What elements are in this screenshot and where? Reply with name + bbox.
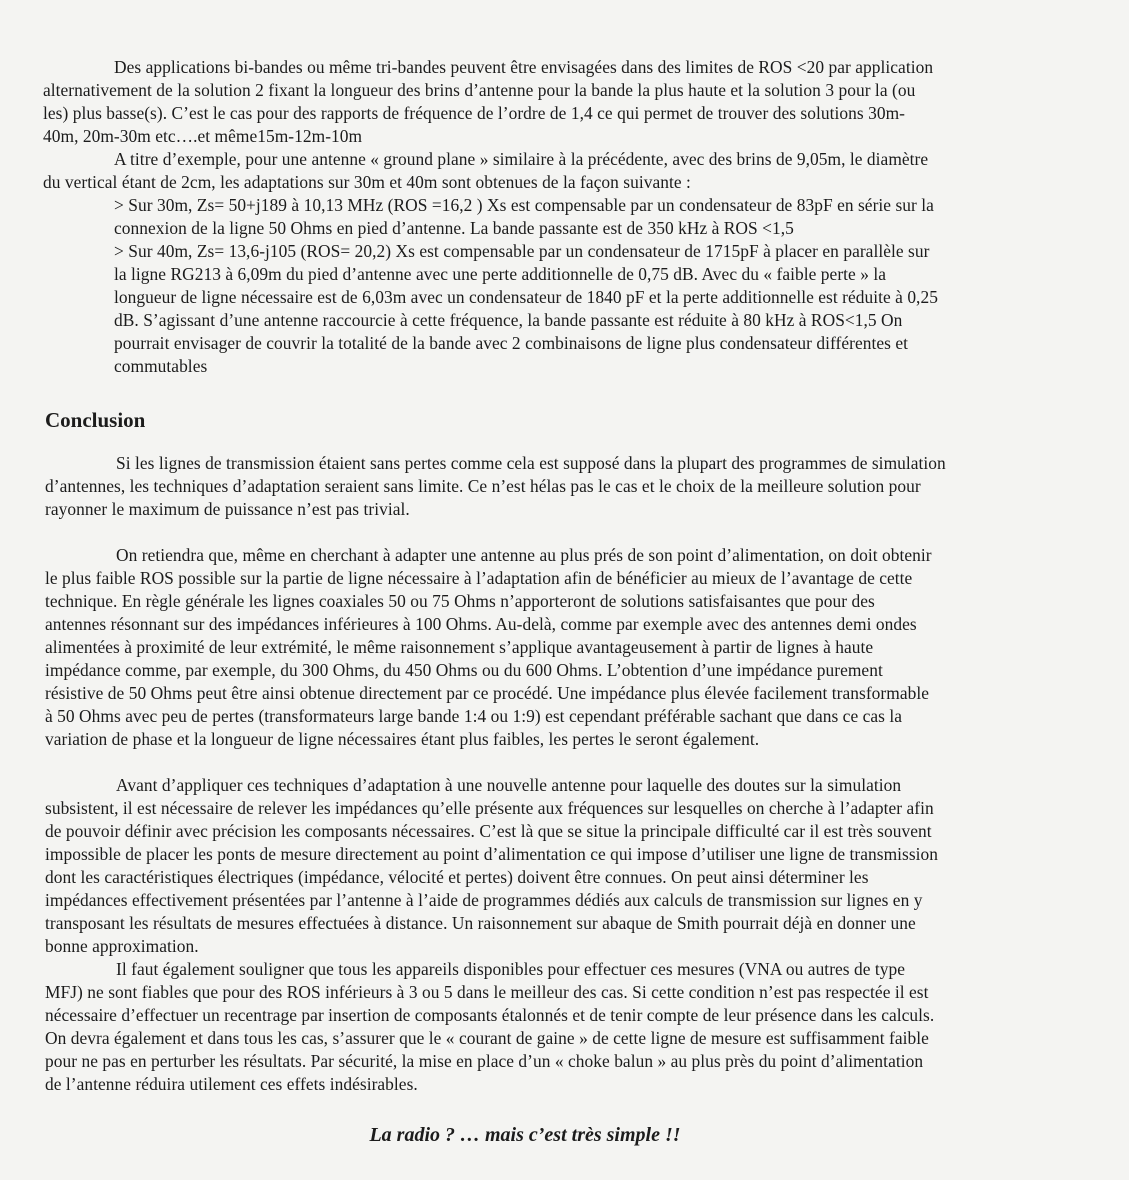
item-40m-line-5: pourrait envisager de couvrir la totalité de la bande avec 2 combinaisons de ligne plus condensateur différentes et [114, 333, 908, 353]
conclusion-paragraph-3-line-1: Avant d’appliquer ces techniques d’adaptation à une nouvelle antenne pour laquelle des doutes sur la simulation [116, 775, 902, 795]
item-30m-line-2: connexion de la ligne 50 Ohms en pied d’antenne. La bande passante est de 350 kHz à ROS <1,5 [114, 218, 794, 238]
paragraph-1-line-3: les) plus basse(s). C’est le cas pour des rapports de fréquence de l’ordre de 1,4 ce qui permet de trouver des solutions 30m- [43, 103, 905, 123]
paragraph-1-line-4: 40m, 20m-30m etc….et même15m-12m-10m [43, 126, 363, 146]
paragraph-1-line-1: Des applications bi-bandes ou même tri-bandes peuvent être envisagées dans des limites de ROS <20 par application [114, 57, 934, 77]
item-30m-line-1: > Sur 30m, Zs= 50+j189 à 10,13 MHz (ROS =16,2 ) Xs est compensable par un condensateur de 83pF en série sur la [114, 195, 934, 215]
conclusion-paragraph-2-line-9: variation de phase et la longueur de ligne nécessaires étant plus faibles, les pertes le seront également. [45, 729, 760, 749]
conclusion-paragraph-4-line-3: nécessaire d’effectuer un recentrage par insertion de composants étalonnés et de tenir compte de leur présence dans les calculs. [45, 1005, 935, 1025]
conclusion-paragraph-2-line-5: alimentées à proximité de leur extrémité, le même raisonnement s’applique avantageusement à partir de lignes à haute [45, 637, 874, 657]
closing-line: La radio ? … mais c’est très simple !! [369, 1124, 681, 1146]
conclusion-heading: Conclusion [45, 408, 146, 432]
conclusion-paragraph-2-line-1: On retiendra que, même en cherchant à adapter une antenne au plus prés de son point d’alimentation, on doit obtenir [116, 545, 932, 565]
item-40m-line-4: dB. S’agissant d’une antenne raccourcie à cette fréquence, la bande passante est réduite à 80 kHz à ROS<1,5 On [114, 310, 903, 330]
conclusion-paragraph-3-line-5: dont les caractéristiques électriques (impédance, vélocité et pertes) doivent être connues. On peut ainsi déterminer les [45, 867, 869, 887]
conclusion-paragraph-3-line-4: impossible de placer les ponts de mesure directement au point d’alimentation ce qui impose d’utiliser une ligne de transmission [45, 844, 939, 864]
item-40m-line-3: longueur de ligne nécessaire est de 6,03m avec un condensateur de 1840 pF et la perte additionnelle est réduite à 0,25 [114, 287, 938, 307]
item-40m-line-2: la ligne RG213 à 6,09m du pied d’antenne avec une perte additionnelle de 0,75 dB. Avec du « faible perte » la [114, 264, 887, 284]
paragraph-2-line-2: du vertical étant de 2cm, les adaptations sur 30m et 40m sont obtenues de la façon suivante : [43, 172, 691, 192]
conclusion-paragraph-2-line-6: impédance comme, par exemple, du 300 Ohms, du 450 Ohms ou du 600 Ohms. L’obtention d’une impédance purement [45, 660, 883, 680]
conclusion-paragraph-1-line-3: rayonner le maximum de puissance n’est pas trivial. [45, 499, 410, 519]
conclusion-paragraph-2-line-3: technique. En règle générale les lignes coaxiales 50 ou 75 Ohms n’apporteront de solutions satisfaisantes que pour des [45, 591, 875, 611]
item-40m-line-6: commutables [114, 356, 208, 376]
conclusion-paragraph-1-line-1: Si les lignes de transmission étaient sans pertes comme cela est supposé dans la plupart des programmes de simulation [116, 453, 946, 473]
item-40m-line-1: > Sur 40m, Zs= 13,6-j105 (ROS= 20,2) Xs est compensable par un condensateur de 1715pF à placer en parallèle sur [114, 241, 930, 261]
conclusion-paragraph-4-line-6: de l’antenne réduira utilement ces effets indésirables. [45, 1074, 418, 1094]
conclusion-paragraph-1-line-2: d’antennes, les techniques d’adaptation seraient sans limite. Ce n’est hélas pas le cas et le choix de la meilleure solution pour [45, 476, 921, 496]
conclusion-paragraph-3-line-2: subsistent, il est nécessaire de relever les impédances qu’elle présente aux fréquences sur lesquelles on cherche à l’adapter afin [45, 798, 934, 818]
conclusion-paragraph-2-line-7: résistive de 50 Ohms peut être ainsi obtenue directement par ce procédé. Une impédance plus élevée facilement transformable [45, 683, 930, 703]
conclusion-paragraph-4-line-5: pour ne pas en perturber les résultats. Par sécurité, la mise en place d’un « choke balun » au plus près du point d’alimentation [45, 1051, 924, 1071]
conclusion-paragraph-3-line-6: impédances effectivement présentées par l’antenne à l’aide de programmes dédiés aux calculs de transmission sur lignes en y [45, 890, 923, 910]
conclusion-paragraph-2-line-8: à 50 Ohms avec peu de pertes (transformateurs large bande 1:4 ou 1:9) est cependant préférable sachant que dans ce cas la [45, 706, 903, 726]
conclusion-paragraph-3-line-8: bonne approximation. [45, 936, 199, 956]
conclusion-paragraph-4-line-1: Il faut également souligner que tous les appareils disponibles pour effectuer ces mesures (VNA ou autres de type [116, 959, 906, 979]
paragraph-2-line-1: A titre d’exemple, pour une antenne « ground plane » similaire à la précédente, avec des brins de 9,05m, le diamètre [114, 149, 929, 169]
conclusion-paragraph-4-line-2: MFJ) ne sont fiables que pour des ROS inférieurs à 3 ou 5 dans le meilleur des cas. Si cette condition n’est pas respectée il est [45, 982, 929, 1002]
conclusion-paragraph-4-line-4: On devra également et dans tous les cas, s’assurer que le « courant de gaine » de cette ligne de mesure est suffisamment faible [45, 1028, 929, 1048]
conclusion-paragraph-3-line-7: transposant les résultats de mesures effectuées à distance. Un raisonnement sur abaque de Smith pourrait déjà en donner une [45, 913, 916, 933]
conclusion-paragraph-2-line-2: le plus faible ROS possible sur la partie de ligne nécessaire à l’adaptation afin de bénéficier au mieux de l’avantage de cette [45, 568, 913, 588]
conclusion-paragraph-3-line-3: de pouvoir définir avec précision les composants nécessaires. C’est là que se situe la principale difficulté car il est très souvent [45, 821, 932, 841]
paragraph-1-line-2: alternativement de la solution 2 fixant la longueur des brins d’antenne pour la bande la plus haute et la solution 3 pour la (ou [43, 80, 916, 100]
conclusion-paragraph-2-line-4: antennes résonnant sur des impédances inférieures à 100 Ohms. Au-delà, comme par exemple avec des antennes demi ondes [45, 614, 917, 634]
